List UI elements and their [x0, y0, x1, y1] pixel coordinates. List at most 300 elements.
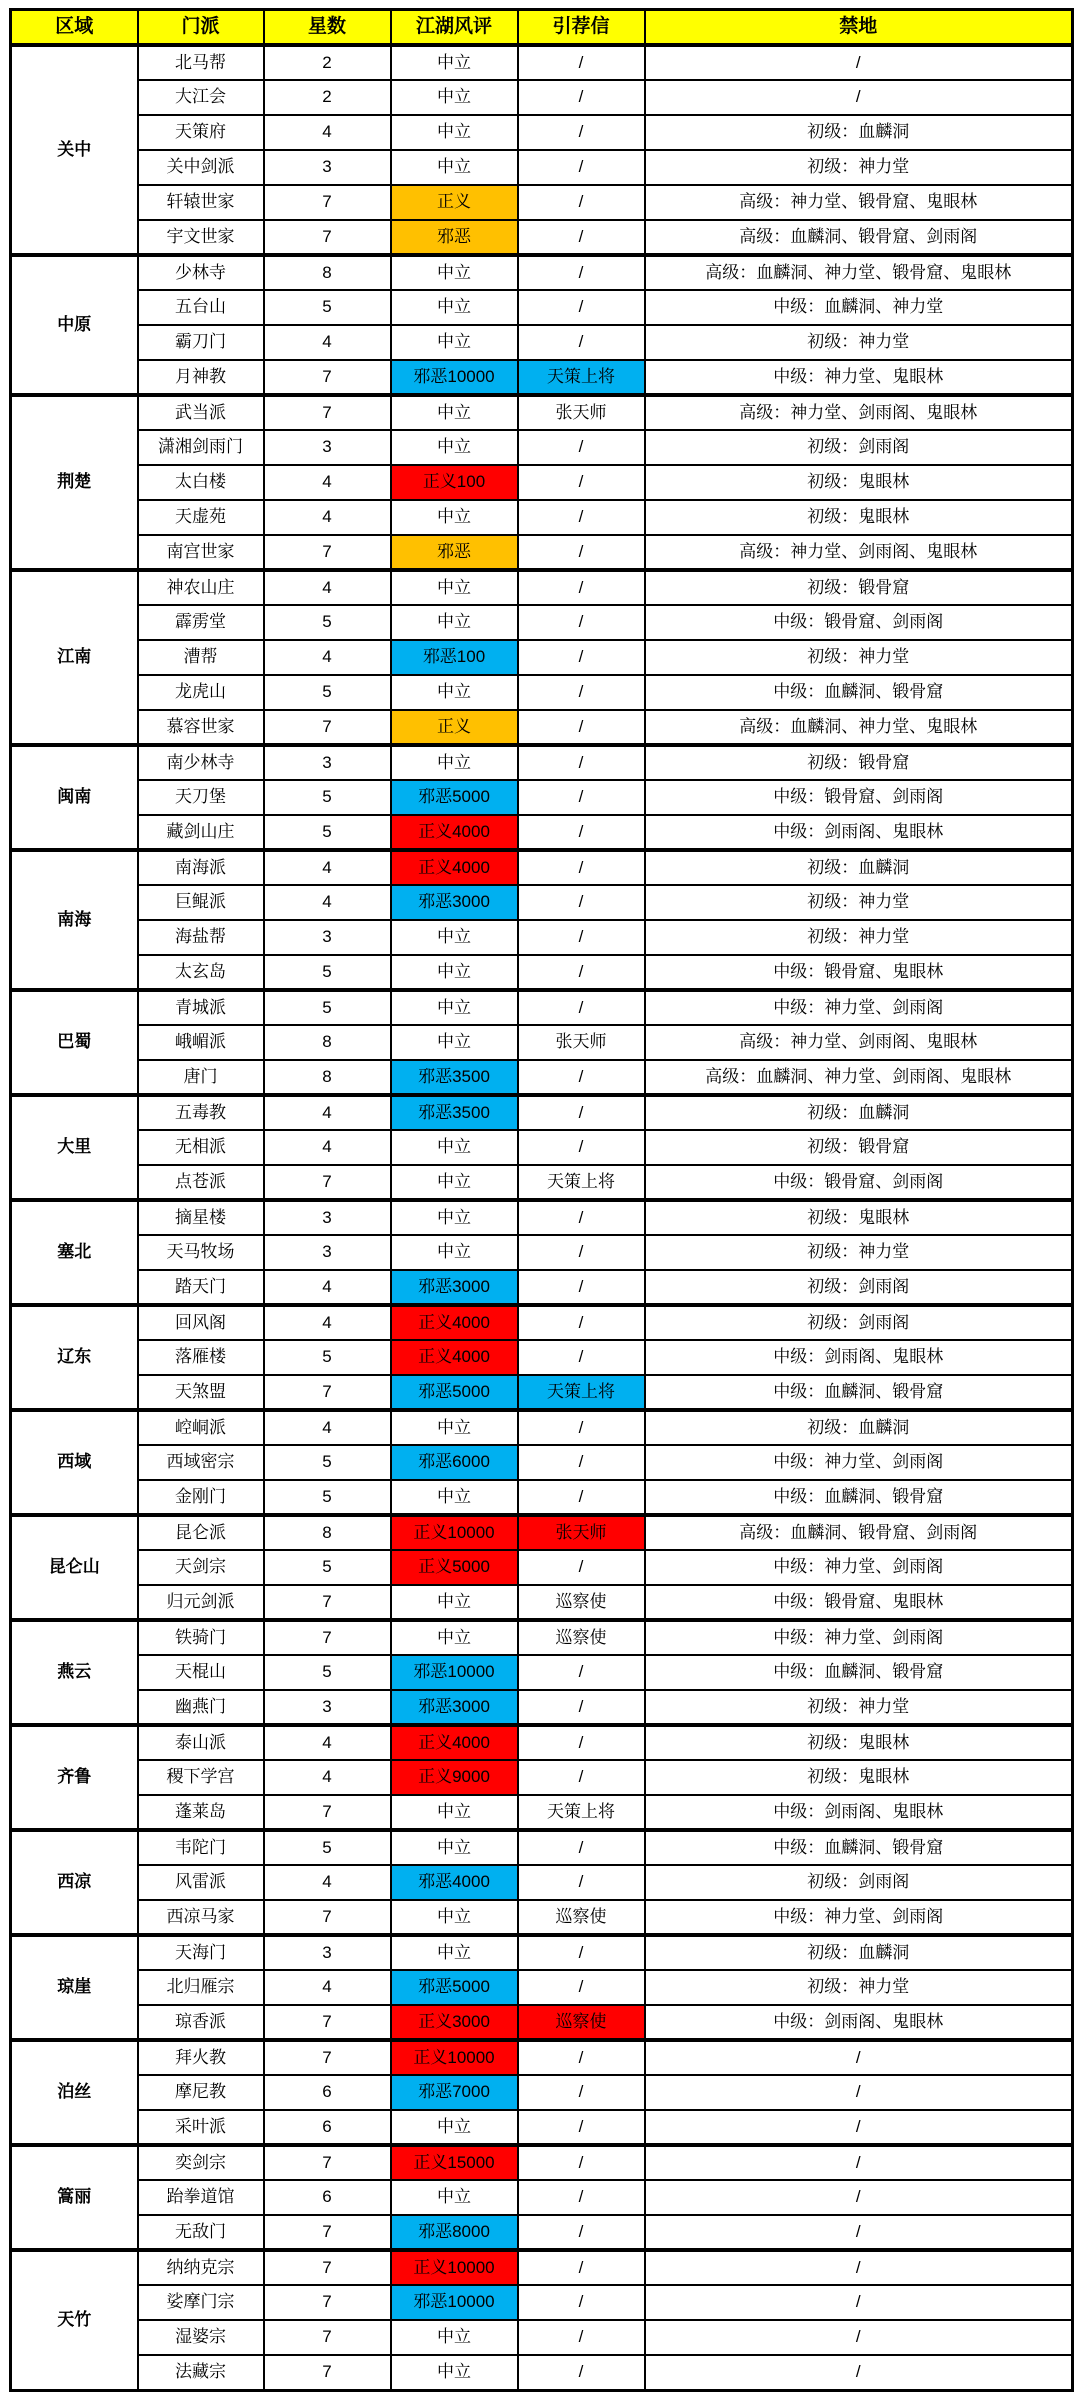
star-count-cell: 6: [264, 2110, 391, 2145]
letter-cell: /: [518, 2320, 645, 2355]
sect-name-cell: 韦陀门: [138, 1830, 264, 1865]
forbidden-area-cell: 初级：神力堂: [645, 150, 1073, 185]
reputation-cell: 邪恶: [391, 220, 518, 255]
reputation-cell: 中立: [391, 1620, 518, 1655]
reputation-cell: 邪恶7000: [391, 2075, 518, 2110]
sect-row: [11, 1795, 1073, 1830]
sect-row: [11, 2285, 1073, 2320]
sect-row: [11, 1900, 1073, 1935]
reputation-cell: 正义3000: [391, 2005, 518, 2040]
forbidden-area-cell: 中级：神力堂、剑雨阁: [645, 990, 1073, 1025]
reputation-cell: 中立: [391, 290, 518, 325]
star-count-cell: 5: [264, 1655, 391, 1690]
sect-name-cell: 西域密宗: [138, 1445, 264, 1480]
header-reputation: 江湖风评: [391, 10, 518, 46]
star-count-cell: 5: [264, 290, 391, 325]
sect-name-cell: 无相派: [138, 1130, 264, 1165]
sect-row: [11, 1200, 1073, 1235]
forbidden-area-cell: 中级：剑雨阁、鬼眼林: [645, 2005, 1073, 2040]
forbidden-area-cell: /: [645, 2215, 1073, 2250]
reputation-cell: 正义9000: [391, 1760, 518, 1795]
sect-name-cell: 天马牧场: [138, 1235, 264, 1270]
forbidden-area-cell: 高级：神力堂、剑雨阁、鬼眼林: [645, 1025, 1073, 1060]
letter-cell: /: [518, 535, 645, 570]
letter-cell: /: [518, 885, 645, 920]
star-count-cell: 4: [264, 1270, 391, 1305]
forbidden-area-cell: 中级：锻骨窟、鬼眼林: [645, 955, 1073, 990]
star-count-cell: 4: [264, 1410, 391, 1445]
forbidden-area-cell: 初级：鬼眼林: [645, 500, 1073, 535]
star-count-cell: 7: [264, 2005, 391, 2040]
reputation-cell: 中立: [391, 1200, 518, 1235]
star-count-cell: 2: [264, 80, 391, 115]
star-count-cell: 7: [264, 2355, 391, 2390]
sect-name-cell: 琼香派: [138, 2005, 264, 2040]
letter-cell: 张天师: [518, 1515, 645, 1550]
sect-name-cell: 神农山庄: [138, 570, 264, 605]
forbidden-area-cell: 中级：锻骨窟、鬼眼林: [645, 1585, 1073, 1620]
sect-name-cell: 金刚门: [138, 1480, 264, 1515]
sect-row: [11, 465, 1073, 500]
reputation-cell: 邪恶6000: [391, 1445, 518, 1480]
star-count-cell: 4: [264, 850, 391, 885]
letter-cell: /: [518, 115, 645, 150]
sect-name-cell: 跆拳道馆: [138, 2180, 264, 2215]
star-count-cell: 7: [264, 185, 391, 220]
letter-cell: 巡察使: [518, 1585, 645, 1620]
reputation-cell: 中立: [391, 500, 518, 535]
sect-info-table: [9, 8, 1074, 2392]
star-count-cell: 5: [264, 605, 391, 640]
star-count-cell: 5: [264, 1550, 391, 1585]
letter-cell: /: [518, 1305, 645, 1340]
star-count-cell: 3: [264, 430, 391, 465]
sect-name-cell: 回风阁: [138, 1305, 264, 1340]
reputation-cell: 邪恶10000: [391, 360, 518, 395]
forbidden-area-cell: 初级：鬼眼林: [645, 1725, 1073, 1760]
sect-row: [11, 1865, 1073, 1900]
sect-name-cell: 峨嵋派: [138, 1025, 264, 1060]
letter-cell: /: [518, 1235, 645, 1270]
letter-cell: 天策上将: [518, 1795, 645, 1830]
forbidden-area-cell: 初级：神力堂: [645, 920, 1073, 955]
sect-row: [11, 500, 1073, 535]
sect-row: [11, 1690, 1073, 1725]
sect-name-cell: 摩尼教: [138, 2075, 264, 2110]
star-count-cell: 7: [264, 1165, 391, 1200]
reputation-cell: 正义10000: [391, 1515, 518, 1550]
letter-cell: /: [518, 500, 645, 535]
letter-cell: /: [518, 1970, 645, 2005]
star-count-cell: 7: [264, 360, 391, 395]
forbidden-area-cell: 高级：神力堂、剑雨阁、鬼眼林: [645, 395, 1073, 430]
region-cell: 泊丝: [11, 2040, 138, 2145]
forbidden-area-cell: 初级：血麟洞: [645, 1935, 1073, 1970]
reputation-cell: 邪恶3000: [391, 1270, 518, 1305]
sect-name-cell: 南海派: [138, 850, 264, 885]
star-count-cell: 3: [264, 920, 391, 955]
letter-cell: /: [518, 920, 645, 955]
sect-name-cell: 轩辕世家: [138, 185, 264, 220]
letter-cell: /: [518, 2110, 645, 2145]
forbidden-area-cell: 中级：血麟洞、锻骨窟: [645, 1830, 1073, 1865]
sect-row: [11, 1760, 1073, 1795]
header-stars: 星数: [264, 10, 391, 46]
reputation-cell: 正义5000: [391, 1550, 518, 1585]
sect-row: [11, 1620, 1073, 1655]
reputation-cell: 中立: [391, 990, 518, 1025]
sect-row: [11, 220, 1073, 255]
star-count-cell: 4: [264, 1970, 391, 2005]
reputation-cell: 中立: [391, 45, 518, 80]
sect-name-cell: 天策府: [138, 115, 264, 150]
sect-row: [11, 885, 1073, 920]
sect-row: [11, 990, 1073, 1025]
sect-name-cell: 青城派: [138, 990, 264, 1025]
reputation-cell: 中立: [391, 325, 518, 360]
sect-name-cell: 采叶派: [138, 2110, 264, 2145]
region-cell: 大里: [11, 1095, 138, 1200]
letter-cell: /: [518, 255, 645, 290]
sect-row: [11, 290, 1073, 325]
star-count-cell: 4: [264, 115, 391, 150]
sect-row: [11, 1025, 1073, 1060]
forbidden-area-cell: 中级：神力堂、剑雨阁: [645, 1620, 1073, 1655]
sect-name-cell: 漕帮: [138, 640, 264, 675]
letter-cell: /: [518, 185, 645, 220]
sect-name-cell: 点苍派: [138, 1165, 264, 1200]
region-cell: 巴蜀: [11, 990, 138, 1095]
star-count-cell: 7: [264, 220, 391, 255]
sect-row: [11, 1235, 1073, 1270]
reputation-cell: 正义: [391, 710, 518, 745]
reputation-cell: 邪恶10000: [391, 1655, 518, 1690]
star-count-cell: 7: [264, 2285, 391, 2320]
forbidden-area-cell: 高级：血麟洞、神力堂、锻骨窟、鬼眼林: [645, 255, 1073, 290]
star-count-cell: 3: [264, 745, 391, 780]
forbidden-area-cell: 高级：神力堂、锻骨窟、鬼眼林: [645, 185, 1073, 220]
sect-row: [11, 535, 1073, 570]
sect-row: [11, 710, 1073, 745]
letter-cell: /: [518, 1760, 645, 1795]
forbidden-area-cell: 初级：神力堂: [645, 1970, 1073, 2005]
sect-name-cell: 奕剑宗: [138, 2145, 264, 2180]
sect-name-cell: 踏天门: [138, 1270, 264, 1305]
star-count-cell: 4: [264, 1095, 391, 1130]
sect-name-cell: 铁骑门: [138, 1620, 264, 1655]
reputation-cell: 邪恶4000: [391, 1865, 518, 1900]
forbidden-area-cell: 中级：血麟洞、锻骨窟: [645, 1655, 1073, 1690]
reputation-cell: 正义4000: [391, 850, 518, 885]
star-count-cell: 7: [264, 1900, 391, 1935]
star-count-cell: 3: [264, 1235, 391, 1270]
reputation-cell: 邪恶8000: [391, 2215, 518, 2250]
reputation-cell: 中立: [391, 150, 518, 185]
letter-cell: /: [518, 1095, 645, 1130]
letter-cell: 天策上将: [518, 360, 645, 395]
reputation-cell: 中立: [391, 1130, 518, 1165]
forbidden-area-cell: 初级：剑雨阁: [645, 1270, 1073, 1305]
letter-cell: /: [518, 745, 645, 780]
star-count-cell: 8: [264, 1060, 391, 1095]
reputation-cell: 正义4000: [391, 815, 518, 850]
reputation-cell: 邪恶3000: [391, 1690, 518, 1725]
sect-name-cell: 稷下学宫: [138, 1760, 264, 1795]
reputation-cell: 中立: [391, 1900, 518, 1935]
forbidden-area-cell: 初级：鬼眼林: [645, 1760, 1073, 1795]
table-header: [11, 10, 1073, 46]
star-count-cell: 5: [264, 1830, 391, 1865]
reputation-cell: 中立: [391, 1585, 518, 1620]
star-count-cell: 7: [264, 2250, 391, 2285]
sect-name-cell: 天棍山: [138, 1655, 264, 1690]
star-count-cell: 7: [264, 2145, 391, 2180]
sect-row: [11, 1130, 1073, 1165]
region-cell: 中原: [11, 255, 138, 395]
forbidden-area-cell: /: [645, 45, 1073, 80]
reputation-cell: 中立: [391, 1025, 518, 1060]
forbidden-area-cell: 高级：血麟洞、神力堂、鬼眼林: [645, 710, 1073, 745]
sect-row: [11, 1830, 1073, 1865]
letter-cell: /: [518, 1410, 645, 1445]
sect-name-cell: 蓬莱岛: [138, 1795, 264, 1830]
forbidden-area-cell: 中级：锻骨窟、剑雨阁: [645, 780, 1073, 815]
sect-row: [11, 2005, 1073, 2040]
letter-cell: 张天师: [518, 395, 645, 430]
sect-row: [11, 605, 1073, 640]
letter-cell: /: [518, 640, 645, 675]
reputation-cell: 正义10000: [391, 2040, 518, 2075]
forbidden-area-cell: /: [645, 2110, 1073, 2145]
sect-row: [11, 1305, 1073, 1340]
region-cell: 闽南: [11, 745, 138, 850]
forbidden-area-cell: /: [645, 2180, 1073, 2215]
region-cell: 燕云: [11, 1620, 138, 1725]
star-count-cell: 7: [264, 1795, 391, 1830]
sect-name-cell: 法藏宗: [138, 2355, 264, 2390]
reputation-cell: 中立: [391, 570, 518, 605]
forbidden-area-cell: 初级：剑雨阁: [645, 430, 1073, 465]
star-count-cell: 5: [264, 1445, 391, 1480]
sect-name-cell: 巨鲲派: [138, 885, 264, 920]
star-count-cell: 4: [264, 885, 391, 920]
forbidden-area-cell: /: [645, 80, 1073, 115]
sect-row: [11, 570, 1073, 605]
sect-name-cell: 月神教: [138, 360, 264, 395]
reputation-cell: 中立: [391, 395, 518, 430]
reputation-cell: 正义15000: [391, 2145, 518, 2180]
sect-name-cell: 天海门: [138, 1935, 264, 1970]
sect-row: [11, 150, 1073, 185]
region-cell: 关中: [11, 45, 138, 255]
letter-cell: /: [518, 150, 645, 185]
star-count-cell: 4: [264, 1305, 391, 1340]
forbidden-area-cell: 中级：神力堂、剑雨阁: [645, 1900, 1073, 1935]
sect-row: [11, 2040, 1073, 2075]
reputation-cell: 正义100: [391, 465, 518, 500]
header-sect: 门派: [138, 10, 264, 46]
sect-name-cell: 湿婆宗: [138, 2320, 264, 2355]
sect-row: [11, 45, 1073, 80]
reputation-cell: 邪恶3500: [391, 1060, 518, 1095]
star-count-cell: 4: [264, 500, 391, 535]
letter-cell: /: [518, 1655, 645, 1690]
letter-cell: /: [518, 815, 645, 850]
letter-cell: 天策上将: [518, 1375, 645, 1410]
reputation-cell: 正义4000: [391, 1725, 518, 1760]
forbidden-area-cell: 中级：锻骨窟、剑雨阁: [645, 1165, 1073, 1200]
letter-cell: /: [518, 220, 645, 255]
sect-row: [11, 920, 1073, 955]
letter-cell: /: [518, 1690, 645, 1725]
sect-name-cell: 娑摩门宗: [138, 2285, 264, 2320]
sect-name-cell: 潇湘剑雨门: [138, 430, 264, 465]
letter-cell: /: [518, 1935, 645, 1970]
reputation-cell: 正义4000: [391, 1305, 518, 1340]
sect-name-cell: 无敌门: [138, 2215, 264, 2250]
header-row: [11, 10, 1073, 46]
sect-name-cell: 崆峒派: [138, 1410, 264, 1445]
sect-name-cell: 慕容世家: [138, 710, 264, 745]
star-count-cell: 5: [264, 675, 391, 710]
sect-row: [11, 2320, 1073, 2355]
sect-name-cell: 五台山: [138, 290, 264, 325]
sect-name-cell: 风雷派: [138, 1865, 264, 1900]
sect-name-cell: 泰山派: [138, 1725, 264, 1760]
sect-row: [11, 1970, 1073, 2005]
sect-name-cell: 北归雁宗: [138, 1970, 264, 2005]
letter-cell: /: [518, 710, 645, 745]
sect-row: [11, 1725, 1073, 1760]
letter-cell: /: [518, 675, 645, 710]
reputation-cell: 中立: [391, 1480, 518, 1515]
star-count-cell: 3: [264, 1200, 391, 1235]
sect-name-cell: 霹雳堂: [138, 605, 264, 640]
star-count-cell: 4: [264, 1130, 391, 1165]
reputation-cell: 中立: [391, 605, 518, 640]
star-count-cell: 4: [264, 465, 391, 500]
letter-cell: /: [518, 1270, 645, 1305]
star-count-cell: 5: [264, 1340, 391, 1375]
sect-name-cell: 天剑宗: [138, 1550, 264, 1585]
star-count-cell: 8: [264, 255, 391, 290]
letter-cell: /: [518, 2180, 645, 2215]
sect-row: [11, 1340, 1073, 1375]
sect-row: [11, 1480, 1073, 1515]
header-letter: 引荐信: [518, 10, 645, 46]
forbidden-area-cell: 初级：血麟洞: [645, 115, 1073, 150]
forbidden-area-cell: /: [645, 2320, 1073, 2355]
forbidden-area-cell: 中级：血麟洞、锻骨窟: [645, 1480, 1073, 1515]
letter-cell: /: [518, 1200, 645, 1235]
star-count-cell: 3: [264, 150, 391, 185]
letter-cell: 张天师: [518, 1025, 645, 1060]
forbidden-area-cell: 中级：神力堂、剑雨阁: [645, 1550, 1073, 1585]
forbidden-area-cell: 中级：神力堂、鬼眼林: [645, 360, 1073, 395]
star-count-cell: 6: [264, 2180, 391, 2215]
forbidden-area-cell: 初级：鬼眼林: [645, 465, 1073, 500]
letter-cell: /: [518, 430, 645, 465]
sect-name-cell: 昆仑派: [138, 1515, 264, 1550]
forbidden-area-cell: /: [645, 2250, 1073, 2285]
sect-row: [11, 1585, 1073, 1620]
star-count-cell: 4: [264, 570, 391, 605]
reputation-cell: 邪恶100: [391, 640, 518, 675]
sect-row: [11, 675, 1073, 710]
sect-row: [11, 255, 1073, 290]
reputation-cell: 正义10000: [391, 2250, 518, 2285]
sect-row: [11, 780, 1073, 815]
region-cell: 江南: [11, 570, 138, 745]
forbidden-area-cell: 初级：血麟洞: [645, 850, 1073, 885]
sect-row: [11, 2075, 1073, 2110]
reputation-cell: 中立: [391, 2320, 518, 2355]
letter-cell: /: [518, 2215, 645, 2250]
reputation-cell: 中立: [391, 80, 518, 115]
letter-cell: /: [518, 850, 645, 885]
forbidden-area-cell: 高级：血麟洞、神力堂、剑雨阁、鬼眼林: [645, 1060, 1073, 1095]
sect-name-cell: 天刀堡: [138, 780, 264, 815]
letter-cell: /: [518, 955, 645, 990]
sect-row: [11, 1165, 1073, 1200]
star-count-cell: 7: [264, 2215, 391, 2250]
sect-name-cell: 摘星楼: [138, 1200, 264, 1235]
reputation-cell: 中立: [391, 920, 518, 955]
sect-name-cell: 大江会: [138, 80, 264, 115]
reputation-cell: 中立: [391, 430, 518, 465]
star-count-cell: 8: [264, 1025, 391, 1060]
region-cell: 塞北: [11, 1200, 138, 1305]
sect-name-cell: 藏剑山庄: [138, 815, 264, 850]
star-count-cell: 4: [264, 1865, 391, 1900]
sect-row: [11, 1060, 1073, 1095]
reputation-cell: 中立: [391, 2180, 518, 2215]
sect-name-cell: 南宫世家: [138, 535, 264, 570]
sect-name-cell: 南少林寺: [138, 745, 264, 780]
letter-cell: /: [518, 570, 645, 605]
star-count-cell: 5: [264, 815, 391, 850]
reputation-cell: 邪恶3000: [391, 885, 518, 920]
sect-row: [11, 1550, 1073, 1585]
letter-cell: 巡察使: [518, 1620, 645, 1655]
letter-cell: /: [518, 1865, 645, 1900]
star-count-cell: 7: [264, 535, 391, 570]
sect-row: [11, 850, 1073, 885]
letter-cell: /: [518, 1830, 645, 1865]
reputation-cell: 中立: [391, 1410, 518, 1445]
reputation-cell: 中立: [391, 115, 518, 150]
forbidden-area-cell: 初级：神力堂: [645, 325, 1073, 360]
region-cell: 西凉: [11, 1830, 138, 1935]
sect-name-cell: 少林寺: [138, 255, 264, 290]
forbidden-area-cell: /: [645, 2355, 1073, 2390]
header-forbidden: 禁地: [645, 10, 1073, 46]
letter-cell: /: [518, 605, 645, 640]
star-count-cell: 7: [264, 2320, 391, 2355]
sect-row: [11, 80, 1073, 115]
reputation-cell: 中立: [391, 1795, 518, 1830]
reputation-cell: 中立: [391, 955, 518, 990]
letter-cell: /: [518, 1480, 645, 1515]
letter-cell: /: [518, 325, 645, 360]
sect-row: [11, 1375, 1073, 1410]
letter-cell: /: [518, 45, 645, 80]
sect-row: [11, 1095, 1073, 1130]
forbidden-area-cell: 初级：剑雨阁: [645, 1305, 1073, 1340]
forbidden-area-cell: 初级：血麟洞: [645, 1410, 1073, 1445]
sect-row: [11, 955, 1073, 990]
sect-row: [11, 1410, 1073, 1445]
